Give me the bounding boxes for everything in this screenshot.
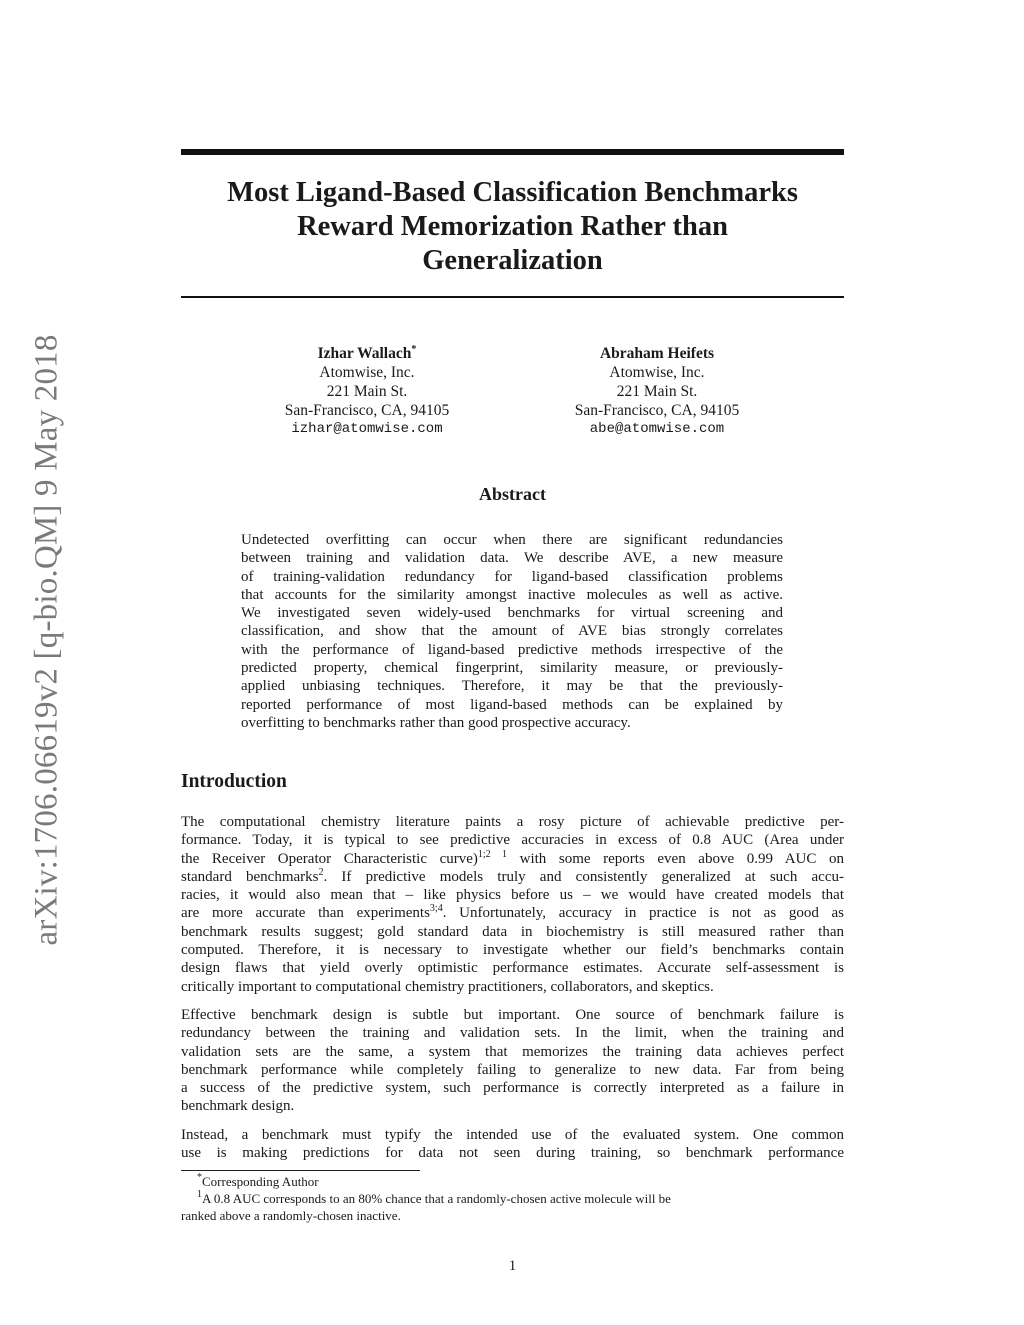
author-affiliation: Atomwise, Inc. [319,364,415,381]
body-line: benchmark performance while completely failing to generalize to new data. Far from being [181,1061,844,1078]
arxiv-identifier: arXiv:1706.06619v2 [q-bio.QM] 9 May 2018 [28,334,65,946]
body-line: Effective benchmark design is subtle but important. One source of benchmark failure is [181,1007,844,1023]
body-line: validation sets are the same, a system that memorizes the training data achieves perfect [181,1043,844,1060]
body-line: are more accurate than experiments$^{3;4}$. Unfortunately, accuracy in practice is not as good as [181,903,845,922]
author-email: abe@atomwise.com [589,421,725,437]
title-line: Reward Memorization Rather than [297,211,728,242]
body-line: standard benchmarks$^2$. If predictive models truly and consistently generalized at such accu- [181,866,844,885]
body-line: Instead, a benchmark must typify the intended use of the evaluated system. One common [181,1127,844,1143]
author-block-heifets [532,344,782,439]
footnote-rule [181,1170,420,1171]
abstract-heading: Abstract [479,484,546,504]
footnote-1: $^1$A 0.8 AUC corresponds to an 80% chance that a randomly-chosen active molecule will be [197,1189,671,1206]
body-line: benchmark results suggest; gold standard data in biochemistry is still measured rather than [181,923,844,940]
abstract-line: classification, and show that the amount of AVE bias strongly correlates [241,623,783,640]
abstract-line: that accounts for the similarity amongst inactive molecules as well as active. [241,586,783,603]
abstract-line: Undetected overfitting can occur when there are significant redundancies [241,532,783,548]
footnotes [181,1173,844,1224]
title-line: Most Ligand-Based Classification Benchmarks [227,177,798,208]
body-line: a success of the predictive system, such performance is correctly interpreted as a failure in [181,1080,844,1097]
title-bottom-rule [181,296,844,298]
author-city: San-Francisco, CA, 94105 [574,402,740,419]
footnote-1-continued: ranked above a randomly-chosen inactive. [181,1208,401,1223]
section-heading-introduction: Introduction [181,771,287,792]
author-email: izhar@atomwise.com [291,421,443,437]
citation-sup: 1;2 1 [477,848,508,860]
intro-paragraph-1 [181,813,844,996]
author-street: 221 Main St. [326,383,408,400]
corresponding-mark: * [411,344,417,355]
author-street: 221 Main St. [616,383,698,400]
abstract-line: We investigated seven widely-used benchmarks for virtual screening and [241,605,783,622]
abstract-line: predicted property, chemical fingerprint, similarity measure, or previously- [241,660,783,677]
footnote-corresponding: *Corresponding Author [197,1172,319,1189]
body-line: The computational chemistry literature paints a rosy picture of achievable predictive per- [181,814,844,830]
body-line: benchmark design. [181,1098,295,1115]
abstract-line: applied unbiasing techniques. Therefore, it may be that the previously- [241,678,783,695]
body-line: the Receiver Operator Characteristic curve)$^{1;2 1}$ with some reports even above 0.99 AUC on [181,848,844,867]
body-line: design flaws that yield overly optimistic performance estimates. Accurate self-assessment is [181,960,844,977]
author-name: Abraham Heifets [599,345,715,362]
body-line: use is making predictions for data not seen during training, so benchmark performance [181,1145,844,1162]
author-city: San-Francisco, CA, 94105 [284,402,450,419]
body-line: computed. Therefore, it is necessary to investigate whether our field’s benchmarks contain [181,942,844,959]
title-line: Generalization [422,245,603,276]
body-line: racies, it would also mean that – like physics before us – we would have created models that [181,887,844,904]
citation-sup: 2 [318,866,324,878]
intro-paragraph-3 [181,1126,844,1163]
abstract-line: between training and validation data. We describe AVE, a new measure [241,550,783,567]
body-line: redundancy between the training and validation sets. In the limit, when the training and [181,1025,844,1042]
author-block-wallach [242,344,492,439]
abstract-line: with the performance of ligand-based predictive methods irrespective of the [241,641,783,658]
abstract-line: overfitting to benchmarks rather than good prospective accuracy. [241,714,631,731]
abstract-line: reported performance of most ligand-based methods can be explained by [241,696,783,713]
intro-paragraph-2 [181,1006,844,1116]
abstract-line: of training-validation redundancy for ligand-based classification problems [241,568,783,585]
citation-sup: 3;4 [429,903,443,915]
paper-title [181,176,844,278]
body-line: formance. Today, it is typical to see predictive accuracies in excess of 0.8 AUC (Area under [181,832,844,849]
body-line: critically important to computational chemistry practitioners, collaborators, and skeptics. [181,978,714,995]
abstract-body [241,531,783,732]
author-affiliation: Atomwise, Inc. [609,364,705,381]
title-top-rule [181,149,844,155]
author-name: Izhar Wallach* [317,344,417,362]
page-number: 1 [508,1258,517,1274]
